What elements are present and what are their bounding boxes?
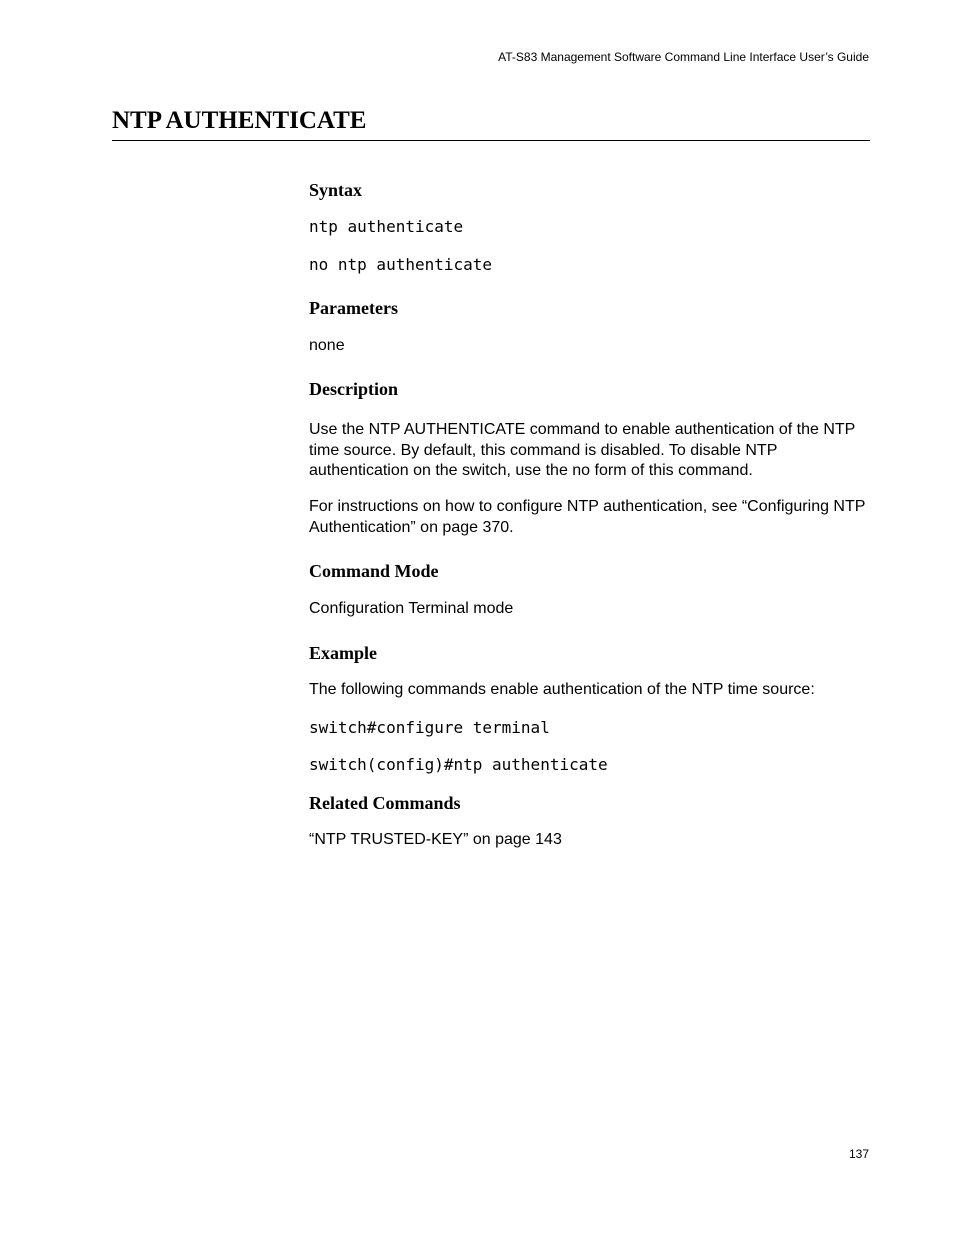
running-header: AT-S83 Management Software Command Line Interface User’s Guide [498, 50, 869, 64]
command-mode-text: Configuration Terminal mode [309, 600, 514, 617]
example-heading: Example [309, 643, 378, 663]
command-mode-heading: Command Mode [309, 561, 439, 581]
related-command-link[interactable]: “NTP TRUSTED-KEY” on page 143 [309, 831, 562, 848]
example-command-line: switch#configure terminal [309, 718, 550, 737]
description-paragraph: Use the NTP AUTHENTICATE command to enable authentication of the NTP time source. By default, this command is disabled. To disable NTP authentication on the switch, use the no form of this command. [309, 421, 856, 479]
page-number: 137 [848, 1147, 869, 1161]
syntax-line: ntp authenticate [309, 217, 464, 236]
example-intro: The following commands enable authentication of the NTP time source: [309, 681, 815, 698]
page-title: NTP AUTHENTICATE [112, 107, 367, 134]
example-command-line: switch(config)#ntp authenticate [309, 755, 608, 774]
syntax-heading: Syntax [309, 180, 363, 200]
description-paragraph: For instructions on how to configure NTP authentication, see “Configuring NTP Authentication” on page 370. [309, 498, 866, 536]
related-commands-heading: Related Commands [309, 793, 461, 813]
title-rule [112, 140, 870, 141]
parameters-text: none [309, 337, 345, 354]
syntax-line: no ntp authenticate [309, 255, 493, 274]
description-heading: Description [309, 379, 398, 399]
parameters-heading: Parameters [309, 298, 398, 318]
